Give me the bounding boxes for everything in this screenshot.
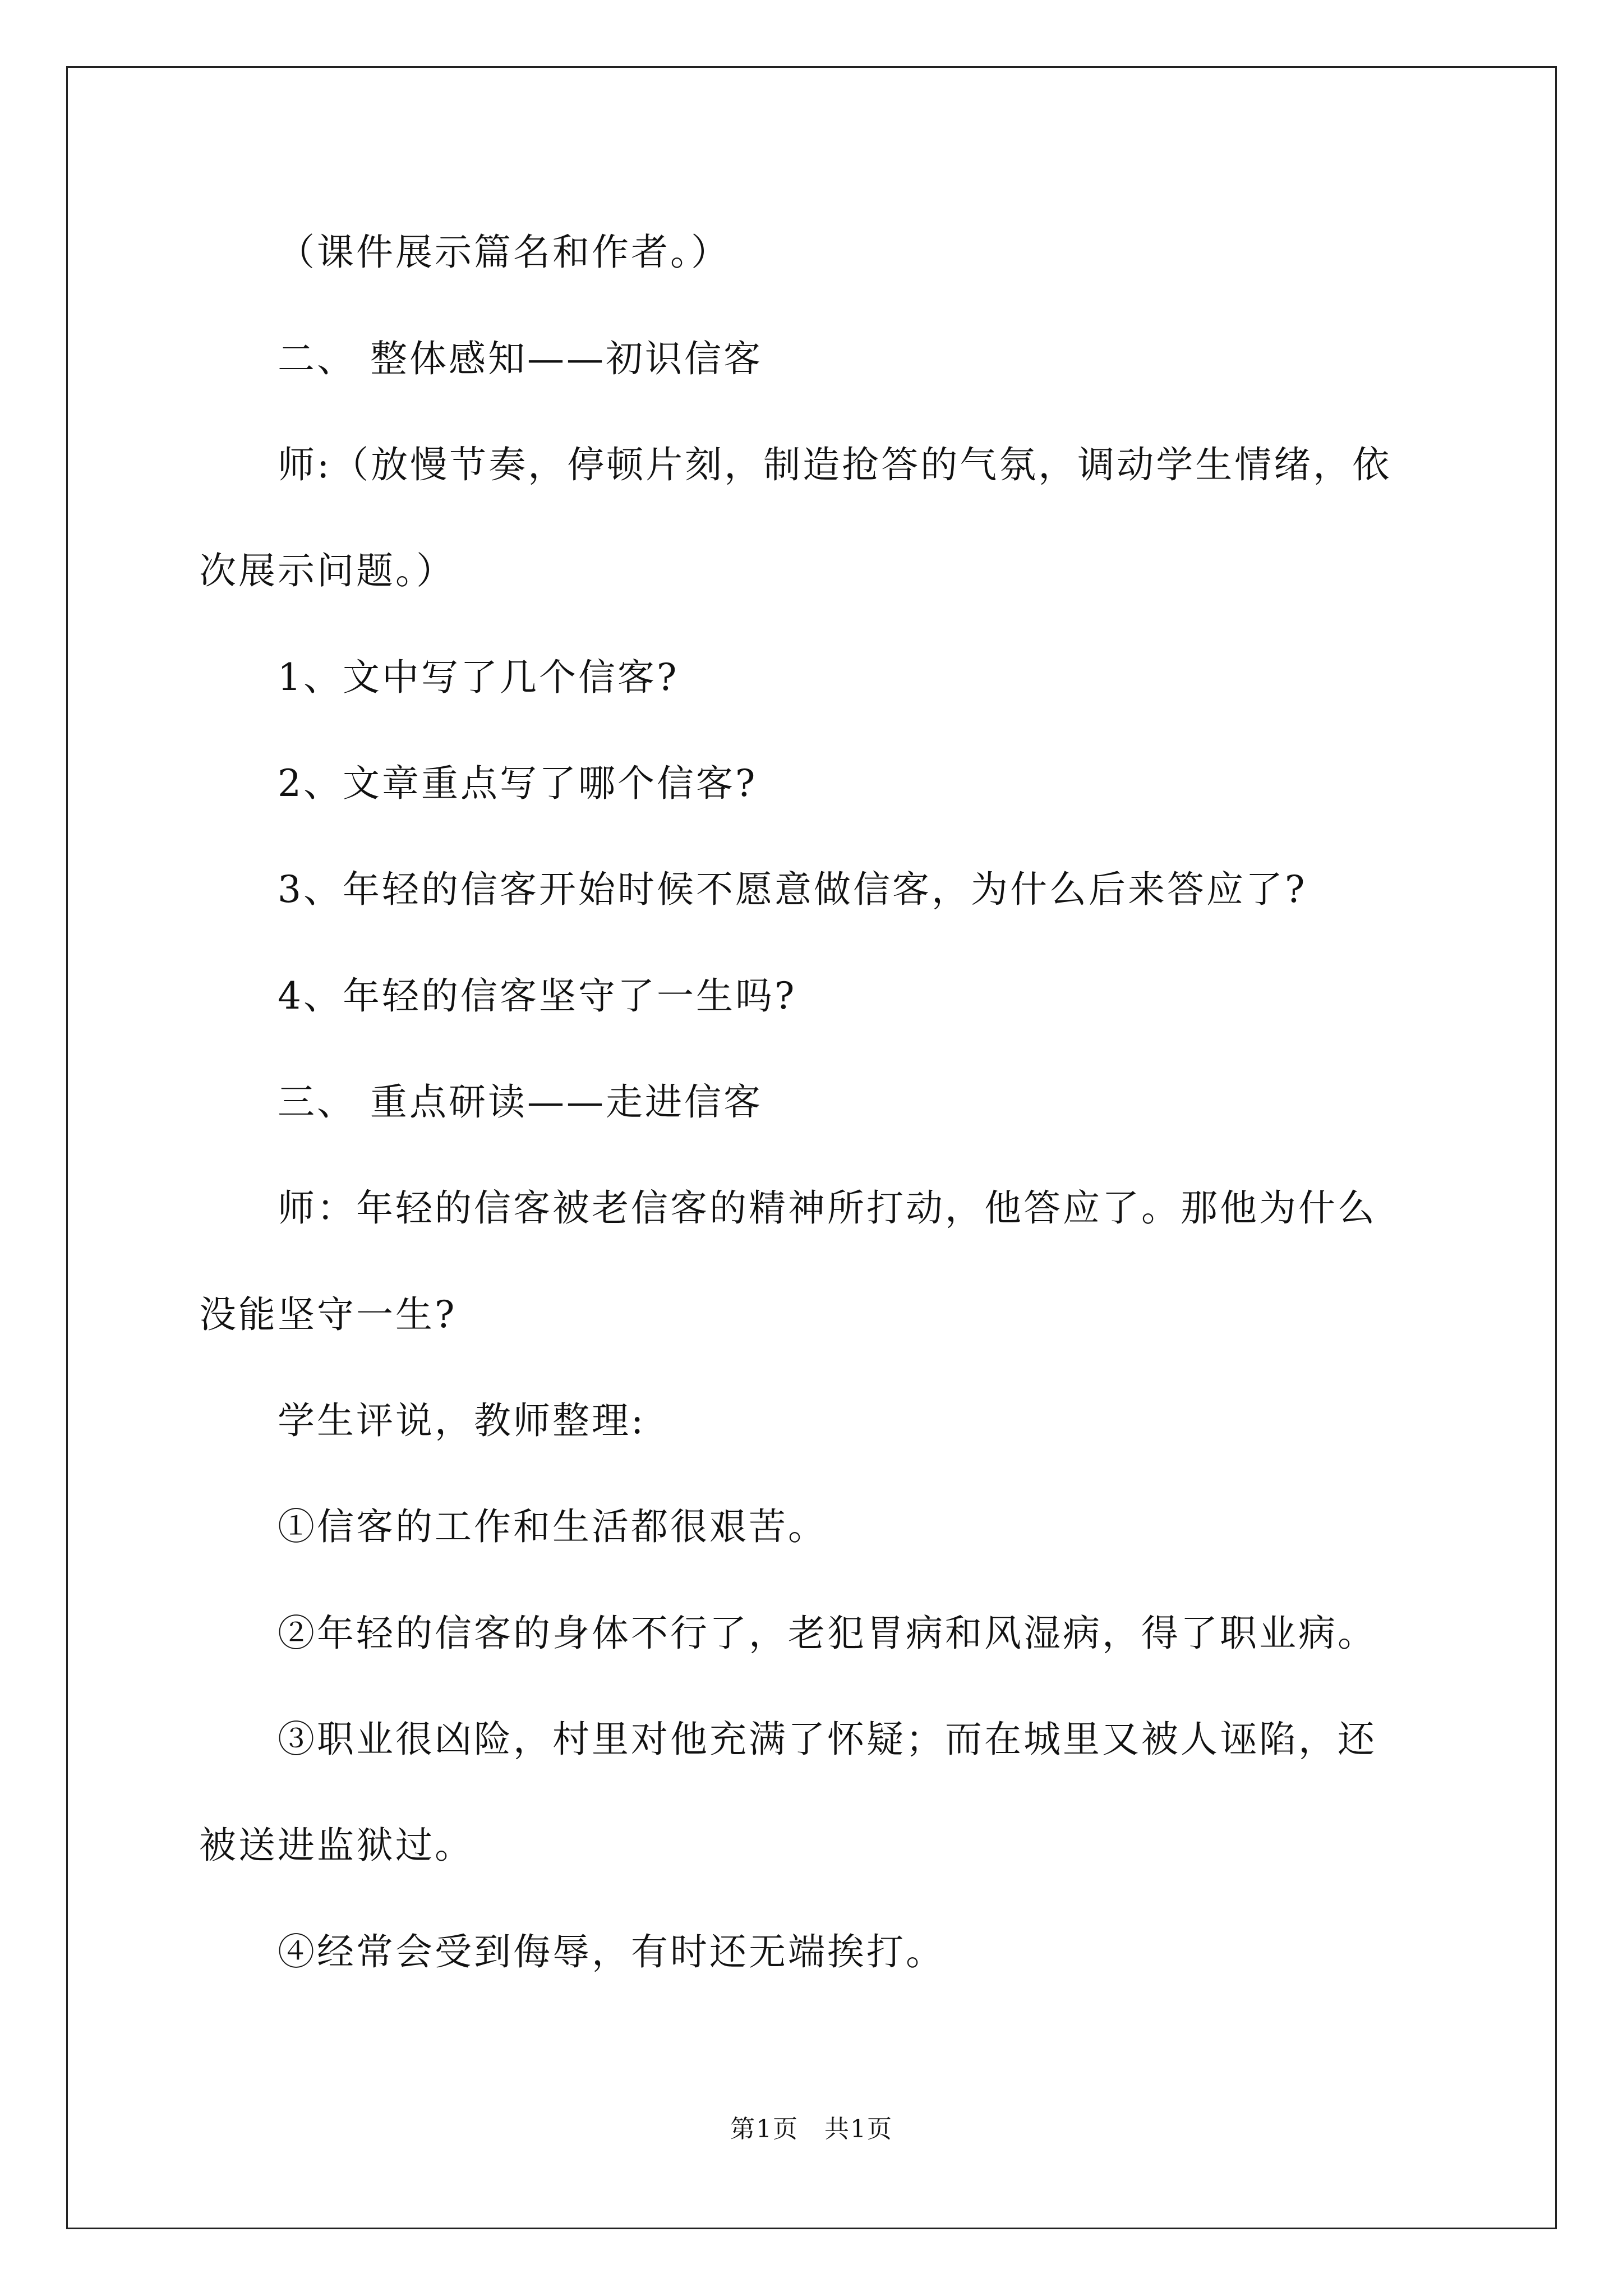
- page-footer: 第1页 共1页: [730, 2115, 893, 2143]
- list-item: ①信客的工作和生活都很艰苦。: [278, 1505, 827, 1548]
- list-item: ④经常会受到侮辱，有时还无端挨打。: [278, 1930, 945, 1973]
- list-item: ③职业很凶险，村里对他充满了怀疑；而在城里又被人诬陷，还: [278, 1718, 1377, 1761]
- paragraph-line: 师:（放慢节奏，停顿片刻，制造抢答的气氛，调动学生情绪，依: [278, 443, 1392, 486]
- list-item: ②年轻的信客的身体不行了，老犯胃病和风湿病，得了职业病。: [278, 1612, 1377, 1655]
- section-heading: 二、 整体感知——初识信客: [278, 337, 763, 380]
- section-heading: 三、 重点研读——走进信客: [278, 1080, 763, 1124]
- question-item: 2、文章重点写了哪个信客?: [278, 762, 758, 805]
- paragraph-line: 师：年轻的信客被老信客的精神所打动，他答应了。那他为什么: [278, 1186, 1377, 1230]
- question-item: 1、文中写了几个信客?: [278, 656, 679, 699]
- question-item: 4、年轻的信客坚守了一生吗?: [278, 974, 797, 1018]
- paragraph-line: 学生评说，教师整理:: [278, 1399, 646, 1442]
- paragraph-line: 没能坚守一生?: [199, 1293, 457, 1336]
- paragraph-line: （课件展示篇名和作者。）: [278, 231, 730, 274]
- paragraph-line: 次展示问题。）: [199, 549, 455, 592]
- question-item: 3、年轻的信客开始时候不愿意做信客，为什么后来答应了?: [278, 868, 1307, 911]
- list-item-continuation: 被送进监狱过。: [199, 1824, 474, 1867]
- page-border: [66, 66, 1557, 2229]
